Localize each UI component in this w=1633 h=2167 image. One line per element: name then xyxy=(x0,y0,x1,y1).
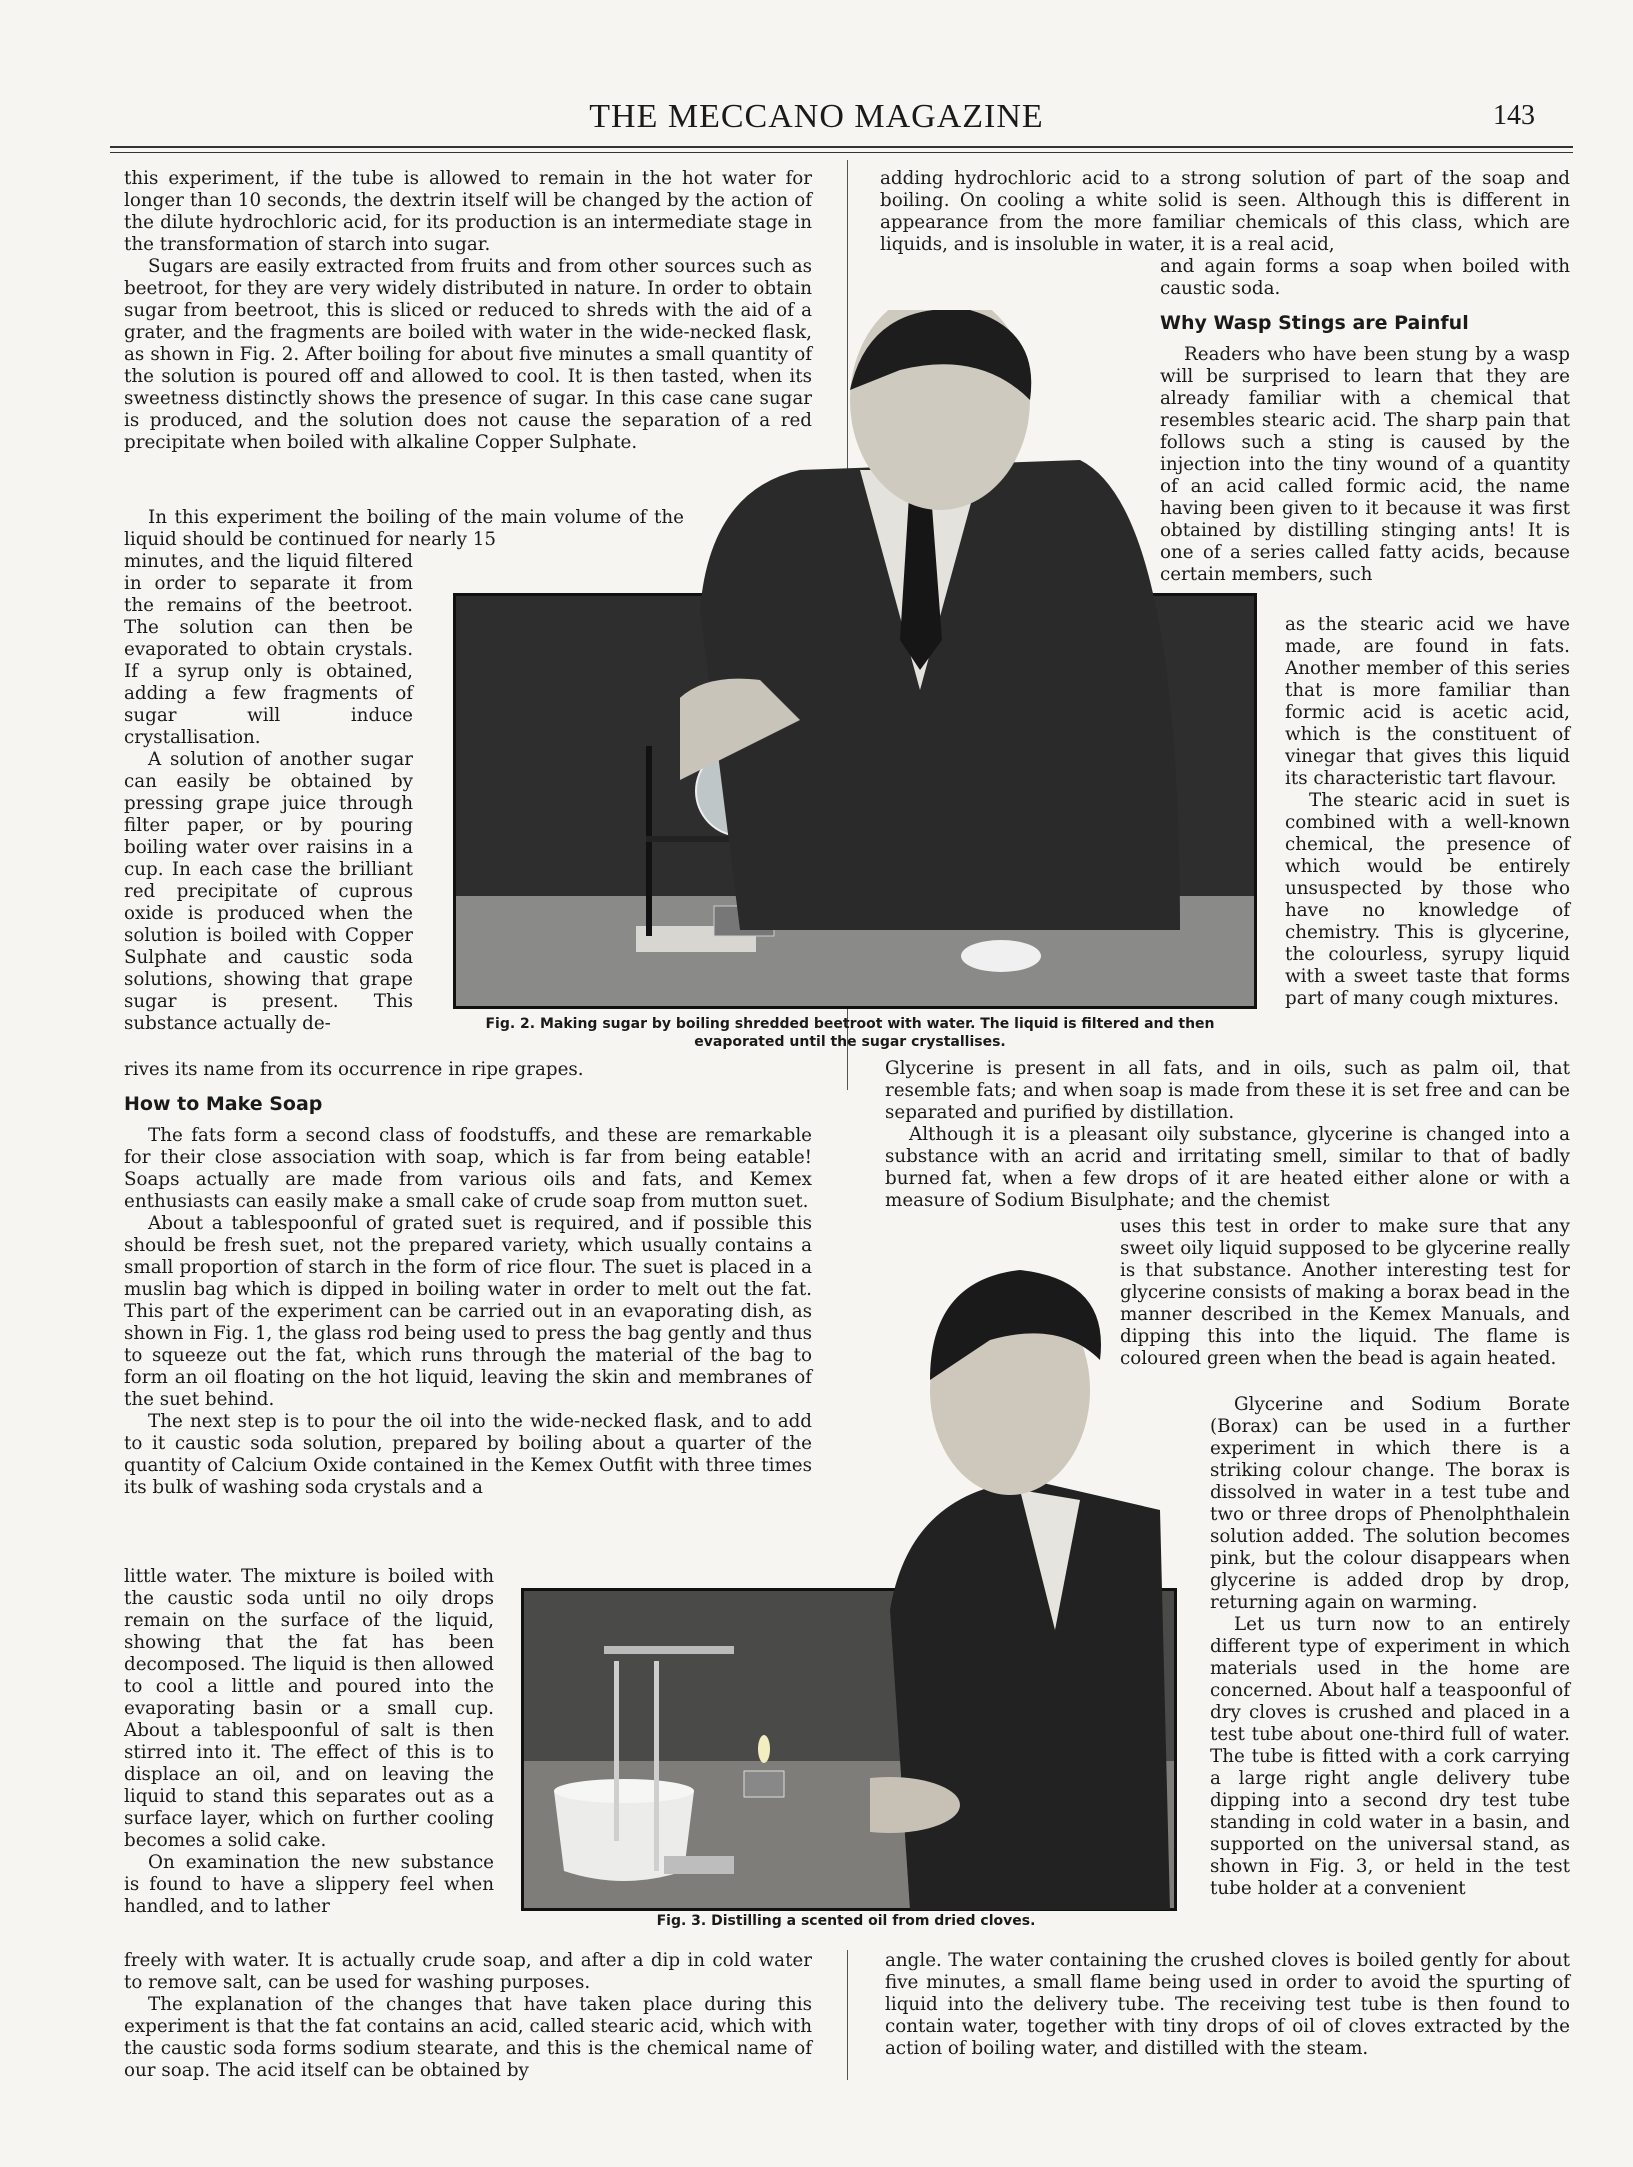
figure-2-caption-line-2: evaporated until the sugar crystallises. xyxy=(694,1034,1006,1050)
figure-2-caption xyxy=(440,1015,1260,1051)
paragraph: freely with water. It is actually crude soap, and after a dip in cold water to remove salt, can be used for washing purposes. xyxy=(124,1950,812,1993)
paragraph: this experiment, if the tube is allowed to remain in the hot water for longer than 10 seconds, the dextrin itself will be changed by the action of the dilute hydrochloric acid, for its production is an intermediate stage in the transformation of starch into sugar. xyxy=(124,168,812,255)
paragraph: Let us turn now to an entirely different type of experiment in which materials used in the home are concerned. About half a teaspoonful of dry cloves is crushed and placed in a test tube about one-third full of water. The tube is fitted with a cork carrying a large right angle delivery tube dipping into a second dry test tube standing in cold water in a basin, and supported on the universal stand, as shown in Fig. 3, or held in the test tube holder at a convenient xyxy=(1210,1614,1570,1899)
paragraph: Although it is a pleasant oily substance, glycerine is changed into a substance with an acrid and irritating smell, similar to that of badly burned fat, when a few drops of it are heated either alone or with a measure of Sodium Bisulphate; and the chemist xyxy=(885,1124,1570,1211)
paragraph: Glycerine is present in all fats, and in oils, such as palm oil, that resemble fats; and when soap is made from these it is set free and can be separated and purified by distillation. xyxy=(885,1058,1570,1123)
right-column-narrow-2 xyxy=(1285,614,1570,1010)
section-heading-wasp: Why Wasp Stings are Painful xyxy=(1160,312,1469,334)
running-header-title: THE MECCANO MAGAZINE xyxy=(589,98,1044,135)
left-column-narrow-2 xyxy=(124,1566,494,1918)
paragraph: About a tablespoonful of grated suet is required, and if possible this should be fresh suet, not the prepared variety, which usually contains a small proportion of starch in the form of rice flour. The suet is placed in a muslin bag which is dipped in boiling water in order to melt out the fat. This part of the experiment can be carried out in an evaporating dish, as shown in Fig. 1, the glass rod being used to press the bag gently and thus to squeeze out the fat, which runs through the material of the bag to form an oil floating on the hot liquid, leaving the skin and membranes of the suet behind. xyxy=(124,1213,812,1410)
right-column-narrow-4 xyxy=(1210,1394,1570,1900)
paragraph: and again forms a soap when boiled with caustic soda. xyxy=(1160,256,1570,299)
left-column-continued xyxy=(124,1059,812,1499)
paragraph: The next step is to pour the oil into the wide-necked flask, and to add to it caustic soda solution, prepared by boiling about a quarter of the quantity of Calcium Oxide contained in the Kemex Outfit with three times its bulk of washing soda crystals and a xyxy=(124,1411,812,1498)
right-column-bottom xyxy=(885,1950,1570,2060)
paragraph: adding hydrochloric acid to a strong solution of part of the soap and boiling. On cooling a white solid is seen. Although this is different in appearance from the more familiar chemicals of this class, which are liquids, and is insoluble in water, it is a real acid, xyxy=(880,168,1570,255)
column-divider-bottom xyxy=(847,1950,848,2080)
header-rule xyxy=(110,146,1573,148)
left-column-narrow xyxy=(124,551,413,1035)
left-column-wide-line xyxy=(124,507,684,551)
paragraph: Glycerine and Sodium Borate (Borax) can be used in a further experiment in which there is a striking colour change. The borax is dissolved in water in a test tube and two or three drops of Phenolphthalein solution added. The solution becomes pink, but the colour disappears when glycerine is added drop by drop, returning again on warming. xyxy=(1210,1394,1570,1613)
paragraph: as the stearic acid we have made, are found in fats. Another member of this series that is more familiar than formic acid is acetic acid, which is the constituent of vinegar that gives this liquid its characteristic tart flavour. xyxy=(1285,614,1570,789)
paragraph: In this experiment the boiling of the main volume of the liquid should be continued for nearly 15 xyxy=(124,507,684,550)
paragraph: rives its name from its occurrence in ripe grapes. xyxy=(124,1059,584,1080)
right-column-wide-2 xyxy=(885,1058,1570,1212)
figure-2-caption-line-1: Fig. 2. Making sugar by boiling shredded beetroot with water. The liquid is filtered and then xyxy=(485,1016,1215,1032)
left-column-bottom xyxy=(124,1950,812,2082)
paragraph: The stearic acid in suet is combined with a well-known chemical, the presence of which would be entirely unsuspected by those who have no knowledge of chemistry. This is glycerine, the colourless, syrupy liquid with a sweet taste that forms part of many cough mixtures. xyxy=(1285,790,1570,1009)
paragraph: On examination the new substance is found to have a slippery feel when handled, and to lather xyxy=(124,1852,494,1917)
paragraph: Sugars are easily extracted from fruits and from other sources such as beetroot, for they are very widely distributed in nature. In order to obtain sugar from beetroot, this is sliced or reduced to shreds with the aid of a grater, and the fragments are boiled with water in the wide-necked flask, as shown in Fig. 2. After boiling for about five minutes a small quantity of the solution is poured off and allowed to cool. It is then tasted, when its sweetness distinctly shows the presence of sugar. In this case cane sugar is produced, and the solution does not cause the separation of a red precipitate when boiled with alkaline Copper Sulphate. xyxy=(124,256,812,453)
paragraph: uses this test in order to make sure that any sweet oily liquid supposed to be glycerine really is that substance. Another interesting test for glycerine consists of making a borax bead in the manner described in the Kemex Manuals, and dipping this into the liquid. The flame is coloured green when the bead is again heated. xyxy=(1120,1216,1570,1369)
boy-figure-3 xyxy=(870,1250,1170,1910)
figure-3-caption: Fig. 3. Distilling a scented oil from dried cloves. xyxy=(656,1913,1036,1929)
paragraph: Readers who have been stung by a wasp will be surprised to learn that they are already familiar with a chemical that resembles stearic acid. The sharp pain that follows such a sting is caused by the injection into the tiny wound of a quantity of an acid called formic acid, the name having been given to it because it was first obtained by distilling stinging ants! It is one of a series called fatty acids, because certain members, such xyxy=(1160,344,1570,585)
section-heading-soap: How to Make Soap xyxy=(124,1093,323,1115)
page-number: 143 xyxy=(1493,100,1535,131)
right-column-narrow-3 xyxy=(1120,1216,1570,1370)
right-column-top xyxy=(880,168,1570,256)
paragraph: A solution of another sugar can easily be obtained by pressing grape juice through filter paper, or by pouring boiling water over raisins in a cup. In each case the brilliant red precipitate of cuprous oxide is produced when the solution is boiled with Copper Sulphate and caustic soda solutions, showing that grape sugar is present. This substance actually de- xyxy=(124,749,413,1034)
header-rule-thin xyxy=(110,152,1573,153)
paragraph: The fats form a second class of foodstuffs, and these are remarkable for their close association with soap, which is far from being eatable! Soaps actually are made from various oils and fats, and Kemex enthusiasts can easily make a small cake of crude soap from mutton suet. xyxy=(124,1125,812,1212)
paragraph: minutes, and the liquid filtered in order to separate it from the remains of the beetroot. The solution can then be evaporated to obtain crystals. If a syrup only is obtained, adding a few fragments of sugar will induce crystallisation. xyxy=(124,551,413,748)
paragraph: The explanation of the changes that have taken place during this experiment is that the fat contains an acid, called stearic acid, which with the caustic soda forms sodium stearate, and this is the chemical name of our soap. The acid itself can be obtained by xyxy=(124,1994,812,2081)
right-column-narrow-1 xyxy=(1160,256,1570,586)
paragraph: little water. The mixture is boiled with the caustic soda until no oily drops remain on the surface of the liquid, showing that the fat has been decomposed. The liquid is then allowed to cool a little and poured into the evaporating basin or a small cup. About a tablespoonful of salt is then stirred into it. The effect of this is to displace an oil, and on leaving the liquid to stand this separates out as a surface layer, which on further cooling becomes a solid cake. xyxy=(124,1566,494,1851)
boy-figure-2 xyxy=(680,310,1200,930)
paragraph: angle. The water containing the crushed cloves is boiled gently for about five minutes, a small flame being used in order to avoid the spurting of liquid into the delivery tube. The receiving test tube is then found to contain water, together with tiny drops of oil of cloves extracted by the action of boiling water, and distilled with the steam. xyxy=(885,1950,1570,2059)
